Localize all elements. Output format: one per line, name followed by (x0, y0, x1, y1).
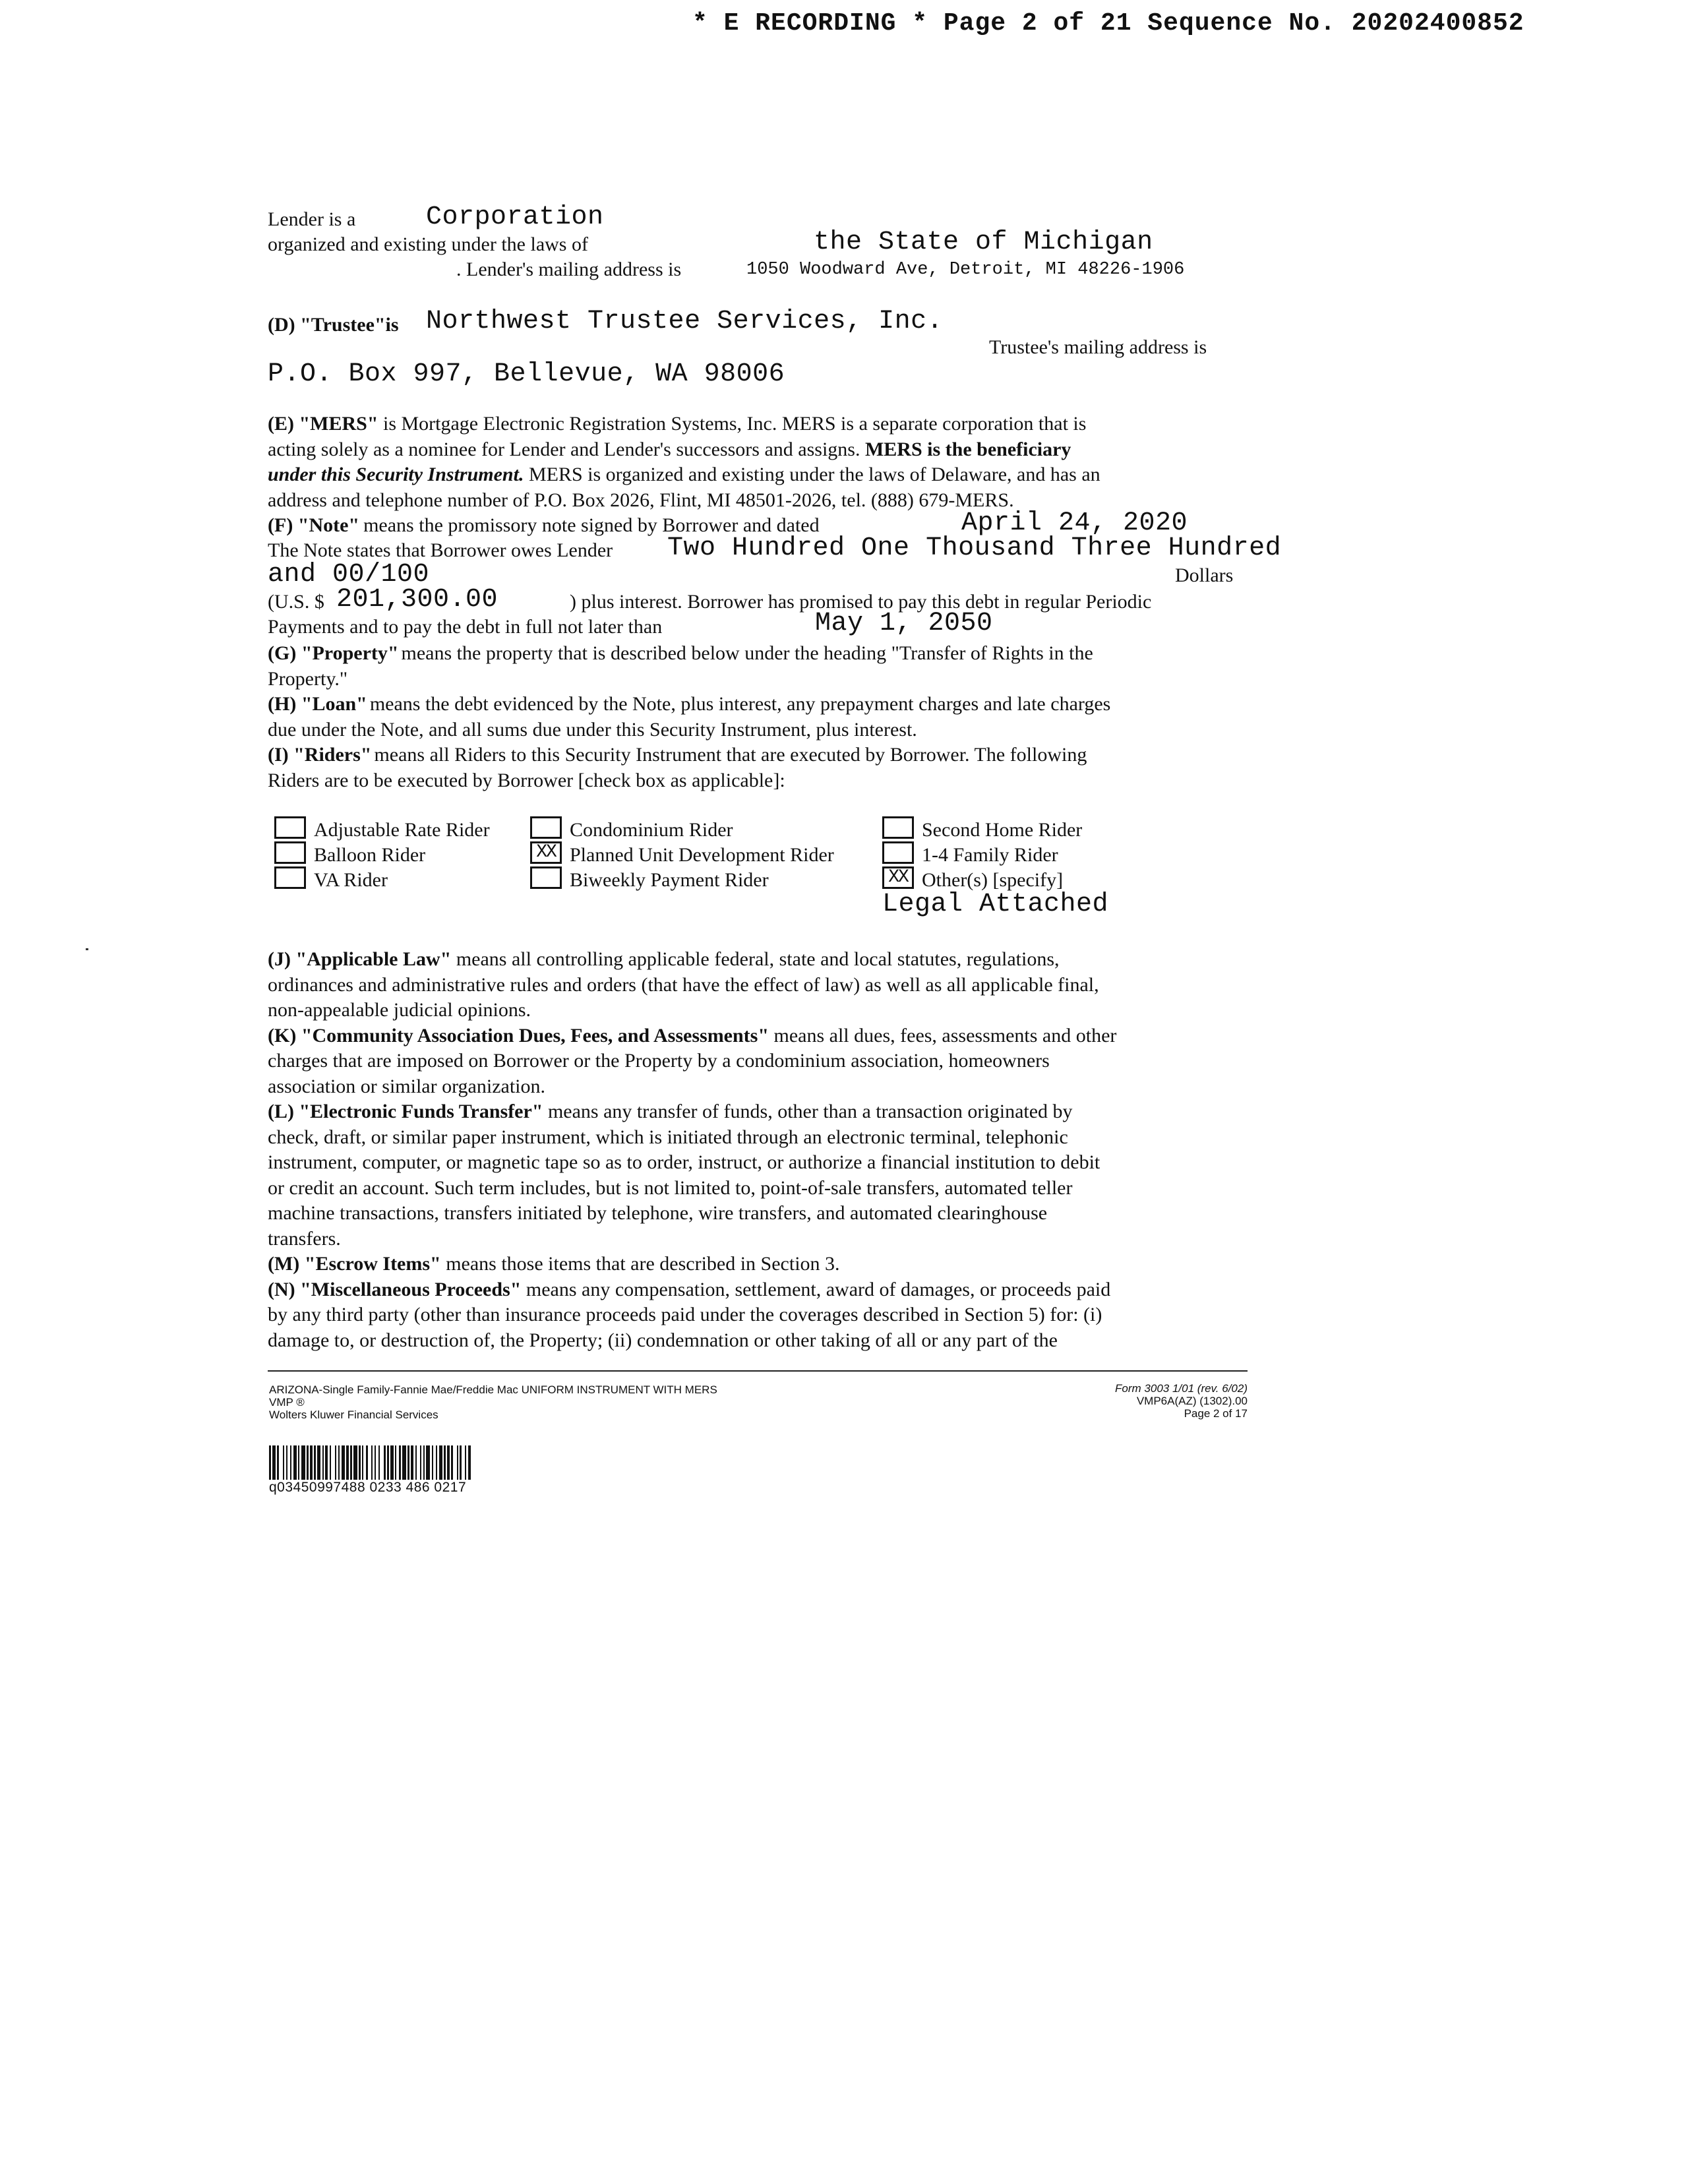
checkbox-second-home-rider[interactable] (882, 816, 914, 839)
barcode-bar (423, 1445, 425, 1480)
note-amount-words-1: Two Hundred One Thousand Three Hundred (667, 533, 1282, 563)
trustee-name: Northwest Trustee Services, Inc. (426, 307, 944, 336)
barcode-bar (310, 1445, 313, 1480)
footer-page: Page 2 of 17 (1184, 1407, 1248, 1420)
footer-vmp: VMP ® (269, 1396, 305, 1409)
barcode-bar (286, 1445, 287, 1480)
riders-line1: means all Riders to this Security Instrument that are executed by Borrower. The following (374, 744, 1087, 766)
note-text: means the promissory note signed by Borrower and dated (363, 514, 820, 536)
barcode-bar (290, 1445, 291, 1480)
lender-mailing-label: . Lender's mailing address is (456, 258, 682, 280)
checkbox-condominium-rider[interactable] (530, 816, 562, 839)
barcode-bar (283, 1445, 284, 1480)
barcode-bar (346, 1445, 349, 1480)
trustee-label: (D) "Trustee"is (268, 314, 399, 336)
barcode-bar (390, 1445, 394, 1480)
trustee-address: P.O. Box 997, Bellevue, WA 98006 (268, 359, 785, 389)
barcode-bar (465, 1445, 466, 1480)
definitions-j-to-n (268, 947, 1248, 1353)
barcode-bar (298, 1445, 299, 1480)
checkbox-balloon-rider[interactable] (274, 841, 306, 864)
barcode-bar (426, 1445, 430, 1480)
barcode-bar (317, 1445, 320, 1480)
property-line1: means the property that is described below under the heading "Transfer of Rights in the (401, 642, 1093, 664)
document-barcode (269, 1445, 651, 1480)
barcode-bar (420, 1445, 421, 1480)
label-pud-rider: Planned Unit Development Rider (570, 844, 834, 866)
note-dollars: Dollars (1175, 564, 1234, 586)
community-line1: means all dues, fees, assessments and other (769, 1024, 1117, 1046)
eft-line4: or credit an account. Such term includes, but is not limited to, point-of-sale transfers, automated teller (268, 1176, 1073, 1199)
barcode-bar (432, 1445, 433, 1480)
mers-label: (E) "MERS" (268, 413, 378, 435)
label-other-riders: Other(s) [specify] (922, 869, 1064, 891)
property-label: (G) "Property" (268, 642, 399, 664)
note-amount: 201,300.00 (336, 585, 498, 615)
checkbox-1-4-family-rider[interactable] (882, 841, 914, 864)
barcode-bar (436, 1445, 437, 1480)
riders-label: (I) "Riders" (268, 744, 372, 766)
barcode-bar (371, 1445, 373, 1480)
eft-line1: means any transfer of funds, other than a transaction originated by (543, 1101, 1073, 1122)
barcode-bar (342, 1445, 345, 1480)
footer-form-number: Form 3003 1/01 (rev. 6/02) (1115, 1382, 1248, 1395)
barcode-bar (330, 1445, 331, 1480)
note-label: (F) "Note" (268, 514, 360, 536)
barcode-bar (269, 1445, 271, 1480)
checkbox-va-rider[interactable] (274, 866, 306, 889)
barcode-bar (411, 1445, 413, 1480)
misc-proceeds-line3: damage to, or destruction of, the Property; (ii) condemnation or other taking of all or any part of the (268, 1329, 1058, 1351)
mers-line3-bold: under this Security Instrument. (268, 464, 524, 485)
loan-line2: due under the Note, and all sums due under this Security Instrument, plus interest. (268, 718, 917, 741)
barcode-bar (314, 1445, 316, 1480)
note-us-prefix: (U.S. $ (268, 591, 324, 613)
label-biweekly-payment-rider: Biweekly Payment Rider (570, 869, 769, 891)
misc-proceeds-line1: means any compensation, settlement, award of damages, or proceeds paid (521, 1278, 1111, 1300)
label-second-home-rider: Second Home Rider (922, 819, 1083, 841)
barcode-bar (402, 1445, 406, 1480)
eft-label: (L) "Electronic Funds Transfer" (268, 1101, 543, 1122)
eft-line3: instrument, computer, or magnetic tape so as to order, instruct, or authorize a financial institution to debit (268, 1151, 1100, 1173)
other-riders-specify-value: Legal Attached (882, 890, 1109, 919)
barcode-bar (366, 1445, 368, 1480)
barcode-bar (338, 1445, 340, 1480)
barcode-bar (272, 1445, 276, 1480)
barcode-bar (399, 1445, 401, 1480)
label-condominium-rider: Condominium Rider (570, 819, 733, 841)
barcode-bar (457, 1445, 458, 1480)
misc-proceeds-line2: by any third party (other than insurance proceeds paid under the coverages described in Section 5) for: (i) (268, 1304, 1102, 1325)
lender-is-a-label: Lender is a (268, 208, 356, 230)
scan-speck (86, 948, 88, 950)
barcode-bar (447, 1445, 450, 1480)
footer-publisher: Wolters Kluwer Financial Services (269, 1409, 438, 1421)
barcode-bar (359, 1445, 361, 1480)
checkbox-adjustable-rate-rider[interactable] (274, 816, 306, 839)
note-plus-interest: ) plus interest. Borrower has promised to pay this debt in regular Periodic (570, 591, 1152, 613)
barcode-bar (415, 1445, 417, 1480)
mers-line1: is Mortgage Electronic Registration Systems, Inc. MERS is a separate corporation that is (378, 413, 1087, 435)
checkbox-biweekly-payment-rider[interactable] (530, 866, 562, 889)
label-va-rider: VA Rider (314, 869, 388, 891)
barcode-bar (293, 1445, 297, 1480)
community-label: (K) "Community Association Dues, Fees, and Assessments" (268, 1024, 769, 1046)
barcode-bar (439, 1445, 442, 1480)
barcode-bar (387, 1445, 389, 1480)
label-balloon-rider: Balloon Rider (314, 844, 426, 866)
footer-form-title: ARIZONA-Single Family-Fannie Mae/Freddie Mac UNIFORM INSTRUMENT WITH MERS (269, 1383, 717, 1396)
eft-line6: transfers. (268, 1227, 341, 1250)
label-1-4-family-rider: 1-4 Family Rider (922, 844, 1058, 866)
mers-line2-bold: MERS is the beneficiary (860, 438, 1071, 460)
property-line2: Property." (268, 667, 348, 690)
barcode-bar (407, 1445, 409, 1480)
note-line (268, 516, 820, 535)
barcode-bar (460, 1445, 462, 1480)
note-maturity: May 1, 2050 (815, 609, 993, 638)
escrow-label: (M) "Escrow Items" (268, 1253, 441, 1275)
loan-label: (H) "Loan" (268, 693, 367, 715)
barcode-bar (307, 1445, 309, 1480)
note-amount-words-2: and 00/100 (268, 560, 430, 590)
mers-line3: MERS is organized and existing under the laws of Delaware, and has an (524, 464, 1100, 485)
lender-entity-type: Corporation (426, 202, 604, 232)
mers-line4: address and telephone number of P.O. Box 2026, Flint, MI 48501-2026, tel. (888) 679-MERS. (268, 489, 1014, 511)
applicable-law-line2: ordinances and administrative rules and orders (that have the effect of law) as well as all applicable final, (268, 973, 1099, 996)
note-date: April 24, 2020 (961, 508, 1188, 538)
note-payments-text: Payments and to pay the debt in full not later than (268, 616, 663, 638)
barcode-bar (451, 1445, 453, 1480)
community-line3: association or similar organization. (268, 1075, 546, 1097)
barcode-bar (384, 1445, 386, 1480)
checkbox-other-riders[interactable]: XX (882, 866, 914, 889)
barcode-number: q03450997488 0233 486 0217 (269, 1480, 467, 1495)
barcode-bar (395, 1445, 396, 1480)
barcode-bar (362, 1445, 363, 1480)
escrow-line1: means those items that are described in Section 3. (440, 1253, 840, 1275)
barcode-bar (322, 1445, 324, 1480)
barcode-bar (301, 1445, 305, 1480)
property-definition (268, 641, 1248, 793)
barcode-bar (335, 1445, 336, 1480)
eft-line2: check, draft, or similar paper instrument, which is initiated through an electronic terminal, telephonic (268, 1126, 1068, 1148)
barcode-bar (444, 1445, 446, 1480)
lender-organized-label: organized and existing under the laws of (268, 233, 588, 255)
community-line2: charges that are imposed on Borrower or the Property by a condominium association, homeowners (268, 1050, 1050, 1072)
barcode-bar (378, 1445, 380, 1480)
barcode-bar (277, 1445, 279, 1480)
mers-line2: acting solely as a nominee for Lender and Lender's successors and assigns. (268, 438, 860, 460)
label-adjustable-rate-rider: Adjustable Rate Rider (314, 819, 490, 841)
applicable-law-label: (J) "Applicable Law" (268, 948, 452, 970)
loan-line1: means the debt evidenced by the Note, plus interest, any prepayment charges and late charges (369, 693, 1111, 715)
applicable-law-line3: non-appealable judicial opinions. (268, 999, 531, 1021)
lender-state: the State of Michigan (814, 228, 1153, 257)
misc-proceeds-label: (N) "Miscellaneous Proceeds" (268, 1278, 522, 1300)
trustee-mailing-label: Trustee's mailing address is (989, 336, 1207, 358)
barcode-bar (468, 1445, 471, 1480)
checkbox-pud-rider[interactable]: XX (530, 841, 562, 864)
note-owes-text: The Note states that Borrower owes Lender (268, 539, 613, 561)
barcode-bar (375, 1445, 376, 1480)
footer-rule (268, 1370, 1248, 1372)
barcode-bar (325, 1445, 328, 1480)
recording-header: * E RECORDING * Page 2 of 21 Sequence No. 20202400852 (692, 9, 1524, 38)
barcode-bar (353, 1445, 357, 1480)
eft-line5: machine transactions, transfers initiated by telephone, wire transfers, and automated clearinghouse (268, 1202, 1048, 1224)
footer-form-code: VMP6A(AZ) (1302).00 (1136, 1395, 1248, 1407)
barcode-bar (350, 1445, 352, 1480)
riders-line2: Riders are to be executed by Borrower [check box as applicable]: (268, 769, 785, 791)
applicable-law-line1: means all controlling applicable federal, state and local statutes, regulations, (451, 948, 1060, 970)
lender-mailing-address: 1050 Woodward Ave, Detroit, MI 48226-1906 (746, 260, 1185, 280)
mers-definition (268, 411, 1248, 513)
